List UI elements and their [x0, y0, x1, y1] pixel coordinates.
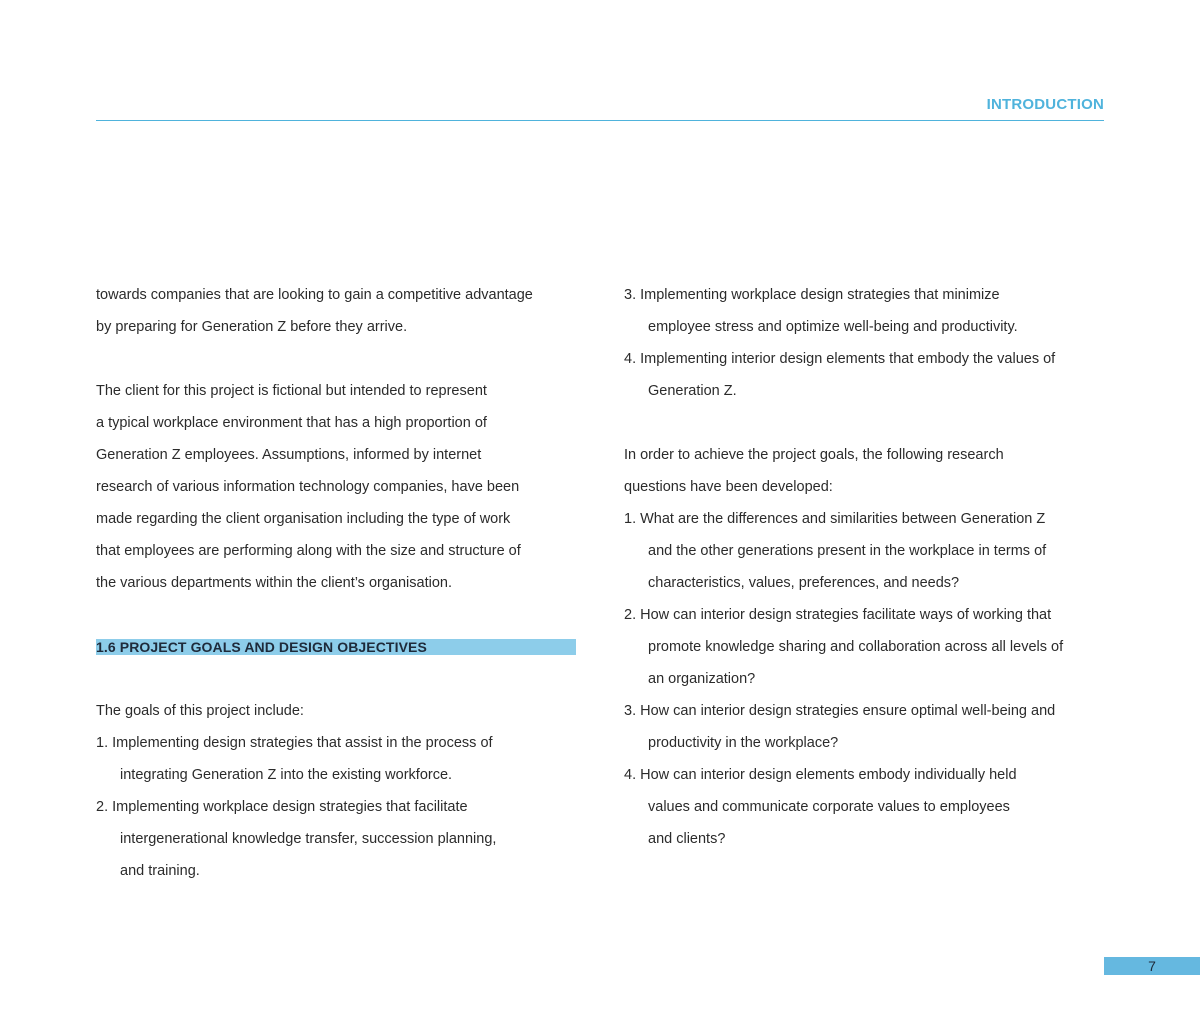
- list-item: [624, 599, 1114, 695]
- paragraph-line: Generation Z employees. Assumptions, informed by internet: [96, 447, 482, 463]
- list-item: [624, 503, 1114, 599]
- paragraph-line: by preparing for Generation Z before they arrive.: [96, 319, 408, 335]
- list-item-line: values and communicate corporate values to employees: [648, 799, 1010, 815]
- paragraph-line: a typical workplace environment that has a high proportion of: [96, 415, 487, 431]
- list-item-line: 4. How can interior design elements embody individually held: [624, 767, 1017, 783]
- paragraph-line: research of various information technology companies, have been: [96, 479, 520, 495]
- list-item-line: an organization?: [648, 671, 756, 687]
- list-item: [96, 727, 581, 791]
- left-column: [96, 279, 581, 887]
- list-item: [624, 279, 1114, 343]
- list-item-line: and clients?: [648, 831, 726, 847]
- section-label: INTRODUCTION: [986, 96, 1104, 113]
- paragraph-line: that employees are performing along with the size and structure of: [96, 543, 521, 559]
- list-item: [624, 343, 1114, 407]
- page-number: 7: [1104, 957, 1200, 975]
- list-item-line: employee stress and optimize well-being and productivity.: [648, 319, 1018, 335]
- list-item-line: 3. Implementing workplace design strategies that minimize: [624, 287, 1000, 303]
- list-item-line: characteristics, values, preferences, and needs?: [648, 575, 960, 591]
- paragraph-line: the various departments within the client’s organisation.: [96, 575, 452, 591]
- list-item-line: 1. What are the differences and similarities between Generation Z: [624, 511, 1046, 527]
- list-item-line: 1. Implementing design strategies that assist in the process of: [96, 735, 493, 751]
- list-item-line: Generation Z.: [648, 383, 737, 399]
- list-item: [624, 695, 1114, 759]
- list-item-line: integrating Generation Z into the existing workforce.: [120, 767, 453, 783]
- list-item: [96, 791, 581, 887]
- paragraph-line: The client for this project is fictional but intended to represent: [96, 383, 487, 399]
- list-item-line: and the other generations present in the workplace in terms of: [648, 543, 1047, 559]
- list-item-line: promote knowledge sharing and collaboration across all levels of: [648, 639, 1064, 655]
- list-item-line: and training.: [120, 863, 200, 879]
- list-item-line: 4. Implementing interior design elements that embody the values of: [624, 351, 1056, 367]
- list-item-line: 2. Implementing workplace design strategies that facilitate: [96, 799, 468, 815]
- list-item-line: 3. How can interior design strategies ensure optimal well-being and: [624, 703, 1056, 719]
- list-item-line: productivity in the workplace?: [648, 735, 839, 751]
- list-item-line: intergenerational knowledge transfer, succession planning,: [120, 831, 497, 847]
- paragraph-line: In order to achieve the project goals, the following research: [624, 447, 1004, 463]
- right-column: [624, 279, 1114, 855]
- header-rule: [96, 120, 1104, 121]
- section-heading: 1.6 PROJECT GOALS AND DESIGN OBJECTIVES: [96, 639, 576, 655]
- list-item: [624, 759, 1114, 855]
- paragraph-line: towards companies that are looking to gain a competitive advantage: [96, 287, 533, 303]
- paragraph-line: questions have been developed:: [624, 479, 833, 495]
- paragraph-line: made regarding the client organisation including the type of work: [96, 511, 511, 527]
- goals-intro: The goals of this project include:: [96, 703, 304, 719]
- list-item-line: 2. How can interior design strategies facilitate ways of working that: [624, 607, 1052, 623]
